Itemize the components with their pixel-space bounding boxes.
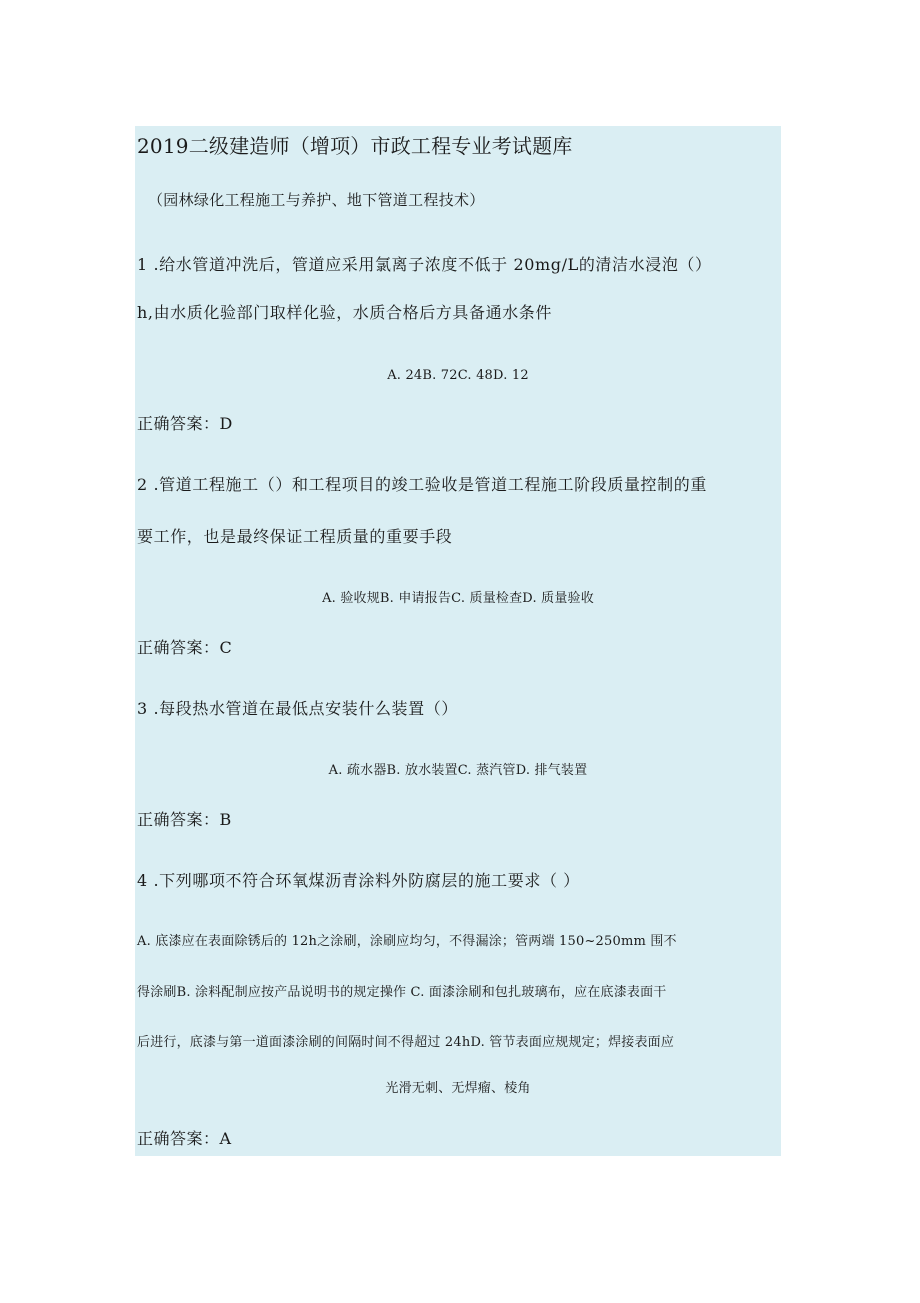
question-4-line-1: 4 .下列哪项不符合环氧煤沥青涂料外防腐层的施工要求（ ） <box>137 871 580 890</box>
question-4-answer: 正确答案：A <box>137 1129 232 1148</box>
question-4-options-line-2: 得涂刷B. 涂料配制应按产品说明书的规定操作 C. 面漆涂刷和包扎玻璃布，应在底漆表面干 <box>137 985 667 1000</box>
document-title: 2019二级建造师（增项）市政工程专业考试题库 <box>137 134 573 158</box>
question-4-options-line-4: 光滑无刺、无焊瘤、棱角 <box>385 1081 531 1096</box>
question-1-line-2: h,由水质化验部门取样化验，水质合格后方具备通水条件 <box>137 303 552 322</box>
question-3-answer: 正确答案：B <box>137 810 232 829</box>
question-4-options-line-3: 后进行，底漆与第一道面漆涂刷的间隔时间不得超过 24hD. 管节表面应规规定；焊接表面应 <box>137 1035 675 1050</box>
question-2-line-1: 2 .管道工程施工（）和工程项目的竣工验收是管道工程施工阶段质量控制的重 <box>137 475 707 494</box>
document-subtitle: （园林绿化工程施工与养护、地下管道工程技术） <box>148 191 485 209</box>
question-3-options: A. 疏水器B. 放水装置C. 蒸汽管D. 排气装置 <box>328 763 588 778</box>
question-1-answer: 正确答案：D <box>137 414 233 433</box>
question-2-options: A. 验收规B. 申请报告C. 质量检查D. 质量验收 <box>322 591 594 606</box>
question-1-options: A. 24B. 72C. 48D. 12 <box>387 368 529 383</box>
question-3-line-1: 3 .每段热水管道在最低点安装什么装置（） <box>137 699 458 718</box>
question-2-answer: 正确答案：C <box>137 638 233 657</box>
question-2-line-2: 要工作，也是最终保证工程质量的重要手段 <box>137 527 453 546</box>
question-1-line-1: 1 .给水管道冲洗后，管道应采用氯离子浓度不低于 20mg/L的清洁水浸泡（） <box>137 255 712 274</box>
question-4-options-line-1: A. 底漆应在表面除锈后的 12h之涂刷，涂刷应均匀，不得漏涂；管两端 150~250mm 围不 <box>137 934 677 949</box>
